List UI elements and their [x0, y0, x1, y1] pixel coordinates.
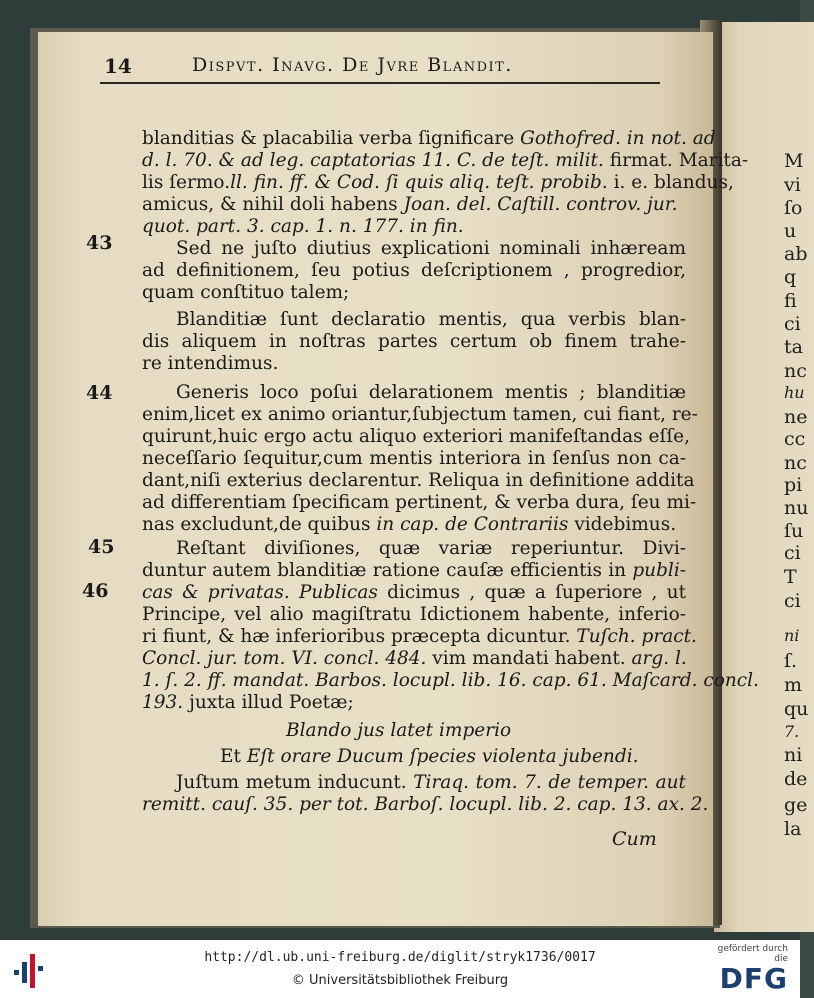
facing-page-fragment: q — [784, 266, 797, 288]
italic-text: Eſt orare Ducum ſpecies violenta jubendi. — [246, 746, 639, 767]
text-line — [142, 331, 686, 353]
facing-page-fragment: u — [784, 220, 797, 242]
facing-page-fragment: la — [784, 818, 802, 840]
roman-text: amicus, & nihil doli habens — [142, 194, 404, 215]
facing-page-fragment: hu — [784, 383, 805, 402]
text-line — [176, 309, 686, 331]
roman-text: ad differentiam ſpecificam pertinent, & verba dura, ſeu mi- — [142, 492, 697, 513]
italic-text: 193. — [142, 692, 184, 713]
facing-page-fragment: nu — [784, 497, 809, 519]
roman-text: dis aliquem in noſtras partes certum ob finem trahe- — [142, 331, 686, 352]
text-line — [142, 470, 695, 492]
facing-page-fragment: ſ. — [784, 650, 798, 672]
facing-page-fragment: qu — [784, 698, 809, 720]
roman-text: Et — [220, 746, 247, 767]
roman-text: dicimus , quæ a ſuperiore , ut — [377, 582, 687, 603]
facing-page-fragment: de — [784, 768, 808, 790]
facing-page-fragment: ni — [784, 744, 803, 766]
funder-logo — [710, 944, 788, 994]
text-line — [142, 492, 697, 514]
roman-text: neceſſario ſequitur,cum mentis interiora in ſenſus non ca- — [142, 448, 686, 469]
text-line — [142, 353, 686, 375]
roman-text: firmat. Marita- — [603, 150, 749, 171]
roman-text: Sed ne juſto diutius explicationi nominali inhæream — [176, 238, 686, 259]
text-line — [176, 238, 686, 260]
text-line — [142, 150, 749, 172]
document-url[interactable]: http://dl.ub.uni-freiburg.de/diglit/stryk1736/0017 — [204, 950, 596, 965]
running-header — [100, 52, 660, 80]
text-line — [176, 538, 686, 560]
roman-text: ad definitionem, ſeu potius deſcriptionem , progredior, — [142, 260, 686, 281]
facing-page-fragment: ci — [784, 590, 801, 612]
roman-text: enim,licet ex animo oriantur,ſubjectum tamen, cui fiant, re- — [142, 404, 698, 425]
italic-text: Concl. jur. tom. VI. concl. 484. — [142, 648, 427, 669]
facing-page-fragment: ab — [784, 243, 808, 265]
italic-text: 1. ſ. 2. ff. mandat. Barbos. locupl. lib. 16. cap. 61. Maſcard. concl. — [142, 670, 759, 691]
roman-text: lis ſermo. — [142, 172, 231, 193]
text-line — [142, 128, 716, 150]
roman-text: duntur autem blanditiæ ratione cauſæ efficientis in — [142, 560, 633, 581]
text-line — [142, 172, 734, 194]
dfg-logo: DFG — [719, 962, 788, 995]
facing-page-fragment: ge — [784, 794, 808, 816]
facing-page-fragment: ci — [784, 313, 801, 335]
viewer-footer — [0, 940, 800, 998]
text-line — [142, 560, 686, 582]
italic-text: Tiraq. tom. 7. de temper. aut — [413, 772, 686, 793]
text-line — [142, 448, 686, 470]
italic-text: Joan. del. Caſtill. controv. jur. — [403, 194, 678, 215]
roman-text: juxta illud Poetæ; — [183, 692, 354, 713]
text-line — [142, 604, 686, 626]
roman-text: blanditias & placabilia verba ſignificare — [142, 128, 521, 149]
facing-page-fragment: ci — [784, 542, 801, 564]
roman-text: re intendimus. — [142, 353, 279, 374]
roman-text: Principe, vel alio magiſtratu Idictionem habente, inferio- — [142, 604, 686, 625]
running-title: Dispvt. Inavg. De Jvre Blandit. — [192, 54, 513, 76]
facing-page-fragment: ta — [784, 336, 803, 358]
roman-text: i. e. blandus, — [607, 172, 734, 193]
roman-text: nas excludunt,de quibus — [142, 514, 377, 535]
roman-text: quam conſtituo talem; — [142, 282, 350, 303]
italic-text: quot. part. 3. cap. 1. n. 177. in fin. — [142, 216, 464, 237]
margin-number: 44 — [86, 382, 113, 404]
text-line — [176, 772, 686, 794]
facing-page-fragment: 7. — [784, 722, 800, 741]
text-line — [142, 692, 686, 714]
funder-caption: gefördert durch die — [717, 944, 788, 964]
italic-text: Gothofred. in not. ad — [520, 128, 716, 149]
italic-text: d. l. 70. & ad leg. captatorias 11. C. de teſt. milit. — [142, 150, 604, 171]
text-line — [142, 426, 691, 448]
text-line — [142, 260, 686, 282]
italic-text: Tuſch. pract. — [576, 626, 697, 647]
text-line — [142, 582, 686, 604]
text-line — [142, 670, 759, 692]
roman-text: Reſtant diviſiones, quæ variæ reperiuntur. Divi- — [176, 538, 686, 559]
facing-page-fragment: ne — [784, 406, 808, 428]
facing-page-fragment: M — [784, 150, 804, 172]
facing-page-fragment: ſo — [784, 197, 803, 219]
text-line — [142, 216, 686, 238]
book-page — [38, 32, 759, 926]
roman-text: Generis loco poſui delarationem mentis ; blanditiæ — [176, 382, 686, 403]
italic-text: ll. fin. ff. & Cod. ſi quis aliq. teſt. probib. — [230, 172, 608, 193]
text-line — [142, 514, 686, 536]
copyright-notice: © Universitätsbibliothek Freiburg — [291, 973, 509, 988]
text-line — [286, 720, 686, 742]
facing-page-fragment: nc — [784, 452, 807, 474]
roman-text: ri fiunt, & hæ inferioribus præcepta dicuntur. — [142, 626, 577, 647]
facing-page-fragment: pi — [784, 474, 803, 496]
italic-text: cas & privatas. Publicas — [142, 582, 378, 603]
margin-number: 45 — [88, 536, 115, 558]
italic-text: publi- — [632, 560, 686, 581]
text-line — [220, 746, 686, 768]
facing-page-fragment: cc — [784, 428, 806, 450]
roman-text: Blanditiæ ſunt declaratio mentis, qua verbis blan- — [176, 309, 686, 330]
roman-text: Juſtum metum inducunt. — [176, 772, 414, 793]
text-line — [142, 404, 698, 426]
italic-text: remitt. cauſ. 35. per tot. Barboſ. locupl. lib. 2. cap. 13. ax. 2. — [142, 794, 709, 815]
roman-text: dant,niſi exterius declarentur. Reliqua in definitione addita — [142, 470, 695, 491]
facing-page-fragment: fi — [784, 290, 797, 312]
roman-text: videbimus. — [568, 514, 677, 535]
facing-page-fragment: vi — [784, 174, 801, 196]
margin-number: 46 — [82, 580, 109, 602]
roman-text: quirunt,huic ergo actu aliquo exteriori manifeſtandas eſſe, — [142, 426, 691, 447]
italic-text: in cap. de Contrariis — [376, 514, 569, 535]
facing-page-fragment: ni — [784, 626, 800, 645]
header-rule — [100, 82, 660, 84]
roman-text: vim mandati habent. — [426, 648, 632, 669]
text-line — [142, 626, 697, 648]
text-line — [142, 794, 709, 816]
facing-page-fragment: ſu — [784, 520, 804, 542]
text-line — [142, 282, 686, 304]
margin-number: 43 — [86, 232, 113, 254]
facing-page-fragment: T — [784, 566, 797, 588]
facing-page-fragment: nc — [784, 360, 807, 382]
page-number: 14 — [104, 54, 132, 78]
italic-text: Blando jus latet imperio — [286, 720, 512, 741]
catchword: Cum — [612, 828, 657, 850]
text-line — [142, 194, 686, 216]
text-line — [176, 382, 686, 404]
facing-page-fragment: m — [784, 674, 803, 696]
italic-text: arg. l. — [631, 648, 687, 669]
text-line — [142, 648, 686, 670]
